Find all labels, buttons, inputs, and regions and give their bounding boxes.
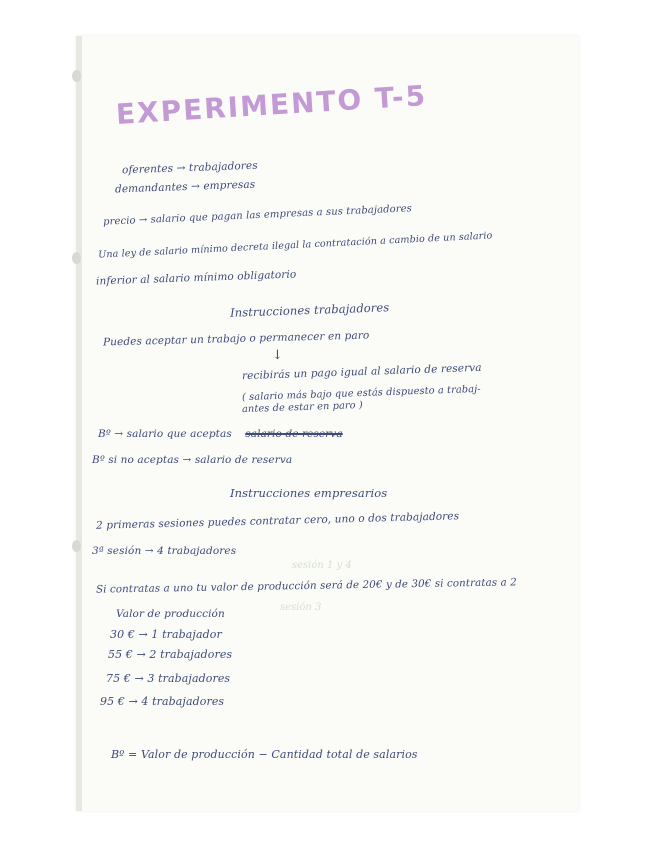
down-arrow-icon: ↓ — [272, 348, 283, 363]
note-beneficio-formula: Bº = Valor de producción − Cantidad total de salarios — [111, 748, 418, 761]
note-recibiras: recibirás un pago igual al salario de reserva — [241, 361, 482, 383]
beneficio-aceptas-text: Bº → salario que aceptas — [98, 428, 232, 440]
production-row: 55 € → 2 trabajadores — [108, 648, 233, 661]
heading-instrucciones-empresarios: Instrucciones empresarios — [230, 486, 388, 500]
note-si-contratas: Si contratas a uno tu valor de producción será de 20€ y de 30€ si contratas a 2 — [95, 576, 517, 596]
note-salario-bajo-line2: antes de estar en paro ) — [241, 399, 364, 416]
production-row: 30 € → 1 trabajador — [110, 628, 222, 641]
note-ley-line1: Una ley de salario mínimo decreta ilegal la contratación a cambio de un salario — [97, 230, 493, 261]
note-beneficio-no-aceptas: Bº si no aceptas → salario de reserva — [92, 454, 293, 466]
production-row: 95 € → 4 trabajadores — [100, 695, 225, 708]
production-row: 75 € → 3 trabajadores — [106, 672, 231, 685]
binder-hole — [72, 70, 81, 82]
bleed-through-text: sesión 3 — [280, 602, 322, 613]
note-valor-produccion: Valor de producción — [116, 608, 225, 620]
note-oferentes: oferentes → trabajadores — [121, 159, 258, 177]
note-sesion-3: 3ª sesión → 4 trabajadores — [92, 545, 237, 557]
struck-text: salario de reserva — [245, 428, 343, 440]
note-demandantes: demandantes → empresas — [114, 178, 256, 196]
page-title: EXPERIMENTO T-5 — [115, 78, 428, 131]
note-puedes-aceptar: Puedes aceptar un trabajo o permanecer en paro — [102, 329, 370, 349]
heading-instrucciones-trabajadores: Instrucciones trabajadores — [229, 300, 390, 320]
page-torn-edge — [76, 36, 82, 811]
note-sesiones-1-2: 2 primeras sesiones puedes contratar cero, uno o dos trabajadores — [95, 510, 460, 532]
binder-hole — [72, 252, 81, 264]
note-precio: precio → salario que pagan las empresas a sus trabajadores — [102, 203, 413, 228]
note-salario-bajo-line1: ( salario más bajo que estás dispuesto a trabaj- — [241, 383, 481, 404]
note-beneficio-aceptas — [98, 428, 343, 440]
binder-hole — [72, 540, 81, 552]
bleed-through-text: sesión 1 y 4 — [292, 560, 352, 571]
note-ley-line2: inferior al salario mínimo obligatorio — [95, 268, 297, 288]
